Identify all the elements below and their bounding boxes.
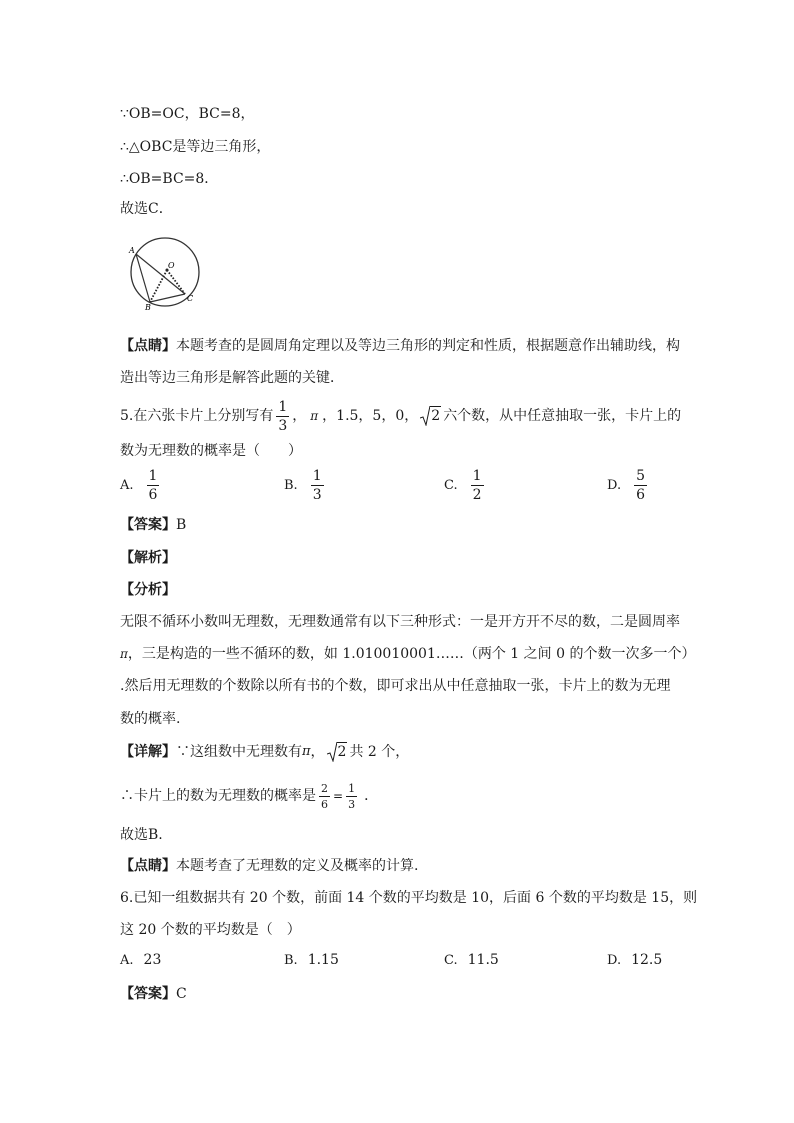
q5-option-d[interactable]	[607, 469, 650, 502]
dianjing-1	[120, 337, 680, 355]
denominator: 3	[312, 487, 322, 503]
solution-line-1: ∵OB=OC，BC=8，	[120, 106, 255, 122]
label-o: O	[168, 261, 175, 270]
option-fraction	[634, 469, 647, 502]
label-a: A	[129, 246, 135, 255]
fraction-one-third	[276, 400, 289, 433]
q5-option-c[interactable]	[444, 469, 487, 502]
answer-tag: 【答案】	[120, 986, 176, 1002]
radicand: 2	[337, 744, 347, 760]
q6-option-d[interactable]	[607, 952, 662, 968]
answer-value: B	[176, 517, 187, 533]
denominator: 6	[321, 797, 328, 811]
detail-text: ∴卡片上的数为无理数的概率是	[120, 788, 316, 804]
option-value: 1.15	[307, 952, 339, 968]
solution-choice: 故选C．	[120, 201, 173, 217]
option-label: C.	[444, 478, 458, 493]
fraction-two-sixths	[319, 783, 330, 810]
question-5-line-2: 数为无理数的概率是（ ）	[120, 443, 302, 459]
option-label: D.	[607, 478, 622, 493]
solution-line-2: ∴△OBC是等边三角形，	[120, 139, 271, 155]
dianjing-tag: 【点睛】	[120, 338, 176, 354]
option-value: 12.5	[631, 952, 663, 968]
q5-text-a: 5.在六张卡片上分别写有	[120, 408, 274, 424]
q5-option-a[interactable]	[120, 469, 162, 502]
label-b: B	[145, 303, 151, 312]
q6-option-a[interactable]	[120, 952, 161, 968]
q5-text-b: ，	[292, 408, 307, 424]
chord-bc	[150, 294, 185, 302]
numerator: 1	[348, 781, 356, 795]
dianjing-text: 本题考查了无理数的定义及概率的计算.	[176, 858, 419, 874]
chord-ab	[136, 254, 150, 302]
label-c: C	[187, 294, 194, 303]
segment-ob	[150, 270, 167, 302]
option-value: 23	[143, 952, 162, 968]
detail-text-c: 共 2 个，	[349, 744, 410, 760]
fenxi-heading: 【分析】	[120, 582, 176, 598]
equals-sign: =	[333, 789, 344, 803]
option-label: B.	[284, 952, 298, 968]
sqrt-two	[420, 406, 441, 426]
chord-ac	[136, 254, 185, 294]
option-label: A.	[120, 952, 134, 968]
analysis-text: ，三是构造的一些不循环的数，如 1.010010001……（两个 1 之间 0 的个数一次多一个）	[127, 646, 696, 662]
analysis-line-1: 无限不循环小数叫无理数，无理数通常有以下三种形式：一是开方开不尽的数，二是圆周率	[120, 614, 680, 630]
numerator: 2	[321, 781, 328, 795]
answer-5	[120, 516, 186, 534]
denominator: 6	[636, 487, 646, 503]
q6-option-b[interactable]	[284, 952, 339, 968]
dianjing-text: 本题考查的是圆周角定理以及等边三角形的判定和性质，根据题意作出辅助线，构	[176, 338, 680, 354]
numerator: 1	[472, 468, 482, 484]
denominator: 3	[348, 797, 356, 811]
dianjing-2	[120, 857, 418, 875]
q6-option-c[interactable]	[444, 952, 499, 968]
option-label: A.	[120, 478, 134, 493]
radicand: 2	[431, 408, 441, 424]
analysis-line-4: 数的概率.	[120, 711, 181, 727]
numerator: 1	[278, 398, 288, 415]
question-6-line-1: 6.已知一组数据共有 20 个数，前面 14 个数的平均数是 10，后面 6 个数的平均数是 15，则	[120, 890, 698, 906]
question-5-stem	[120, 396, 681, 436]
pi-symbol: π	[120, 647, 128, 661]
solution-choice-b: 故选B.	[120, 827, 163, 843]
option-fraction	[471, 469, 484, 502]
period: ．	[364, 788, 379, 804]
option-value: 11.5	[467, 952, 499, 968]
solution-line-3: ∴OB=BC=8．	[120, 171, 219, 187]
q5-text-d: 六个数，从中任意抽取一张，卡片上的	[443, 408, 682, 424]
option-fraction	[147, 469, 160, 502]
numerator: 1	[148, 468, 158, 484]
denominator: 3	[278, 417, 288, 434]
option-label: B.	[284, 478, 298, 493]
option-label: C.	[444, 952, 458, 968]
detail-text-b: ，	[310, 744, 325, 760]
option-fraction	[311, 469, 324, 502]
q5-option-b[interactable]	[284, 469, 327, 502]
pi-symbol: π	[310, 409, 319, 423]
question-6-line-2: 这 20 个数的平均数是（ ）	[120, 922, 301, 938]
fraction-one-third	[346, 783, 357, 810]
dianjing-1-line-2: 造出等边三角形是解答此题的关键．	[120, 370, 344, 386]
circle-geometry-figure	[122, 232, 204, 312]
jiexi-heading: 【解析】	[120, 550, 176, 566]
q5-text-c: ，1.5，5，0，	[322, 408, 419, 424]
answer-tag: 【答案】	[120, 517, 176, 533]
answer-6	[120, 985, 187, 1003]
sqrt-two	[327, 742, 348, 762]
denominator: 6	[148, 487, 158, 503]
detail-line-2	[120, 779, 378, 813]
detail-text-a: ∵这组数中无理数有	[176, 744, 302, 760]
pi-symbol: π	[302, 744, 311, 759]
dianjing-tag: 【点睛】	[120, 858, 176, 874]
analysis-line-2	[120, 645, 695, 663]
detail-tag: 【详解】	[120, 744, 176, 760]
denominator: 2	[472, 487, 482, 503]
analysis-line-3: .然后用无理数的个数除以所有书的个数，即可求出从中任意抽取一张，卡片上的数为无理	[120, 678, 671, 694]
option-label: D.	[607, 952, 622, 968]
numerator: 1	[312, 468, 322, 484]
answer-value: C	[176, 986, 187, 1002]
numerator: 5	[636, 468, 646, 484]
detail-line-1	[120, 740, 409, 764]
